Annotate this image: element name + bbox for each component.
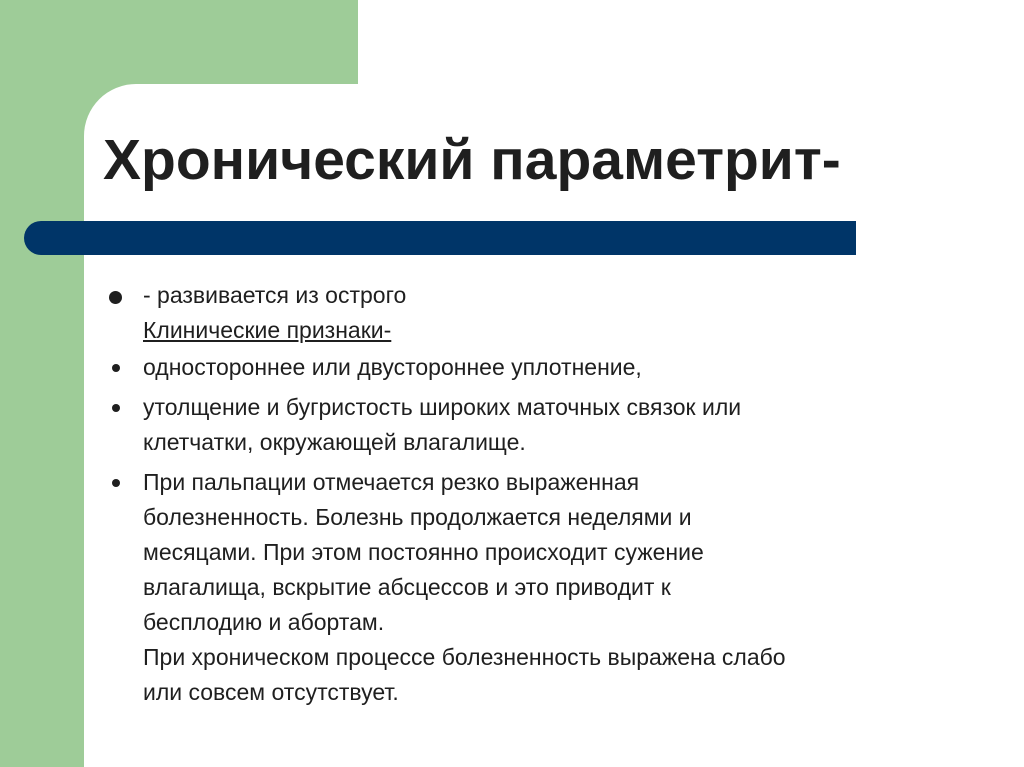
section-heading: Клинические признаки- xyxy=(143,317,392,343)
bullet-list xyxy=(100,278,1000,710)
slide-title: Хронический параметрит- xyxy=(103,128,841,192)
list-item xyxy=(100,390,1000,460)
list-item xyxy=(100,465,1000,710)
bullet-dot-icon xyxy=(112,364,120,372)
item-text: клетчатки, окружающей влагалище. xyxy=(143,429,526,455)
item-text: При пальпации отмечается резко выраженная xyxy=(143,469,640,495)
list-item xyxy=(100,350,1000,385)
title-underline-bar xyxy=(24,221,856,255)
item-text: или совсем отсутствует. xyxy=(143,679,399,705)
bullet-dot-icon xyxy=(109,291,122,304)
item-text: - развивается из острого xyxy=(143,282,407,308)
bullet-dot-icon xyxy=(112,479,120,487)
list-item xyxy=(100,278,1000,348)
bullet-dot-icon xyxy=(112,404,120,412)
item-text: При хроническом процессе болезненность выражена слабо xyxy=(143,644,786,670)
item-text: одностороннее или двустороннее уплотнение, xyxy=(143,354,642,380)
item-text: месяцами. При этом постоянно происходит сужение xyxy=(143,539,704,565)
item-text: утолщение и бугристость широких маточных связок или xyxy=(143,394,742,420)
item-text: бесплодию и абортам. xyxy=(143,609,385,635)
item-text: болезненность. Болезнь продолжается неделями и xyxy=(143,504,692,530)
item-text: влагалища, вскрытие абсцессов и это приводит к xyxy=(143,574,671,600)
